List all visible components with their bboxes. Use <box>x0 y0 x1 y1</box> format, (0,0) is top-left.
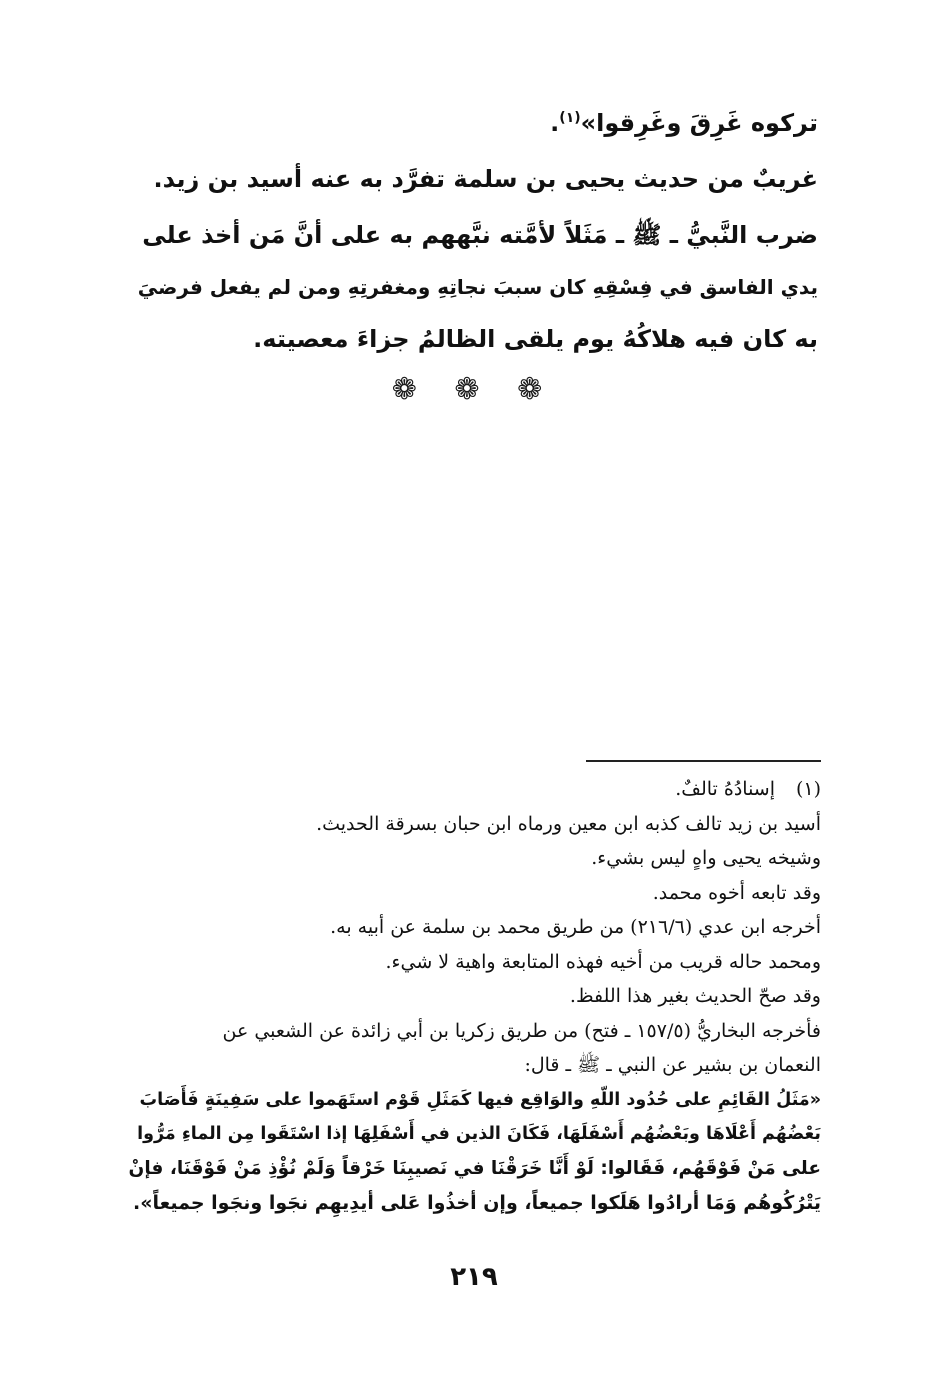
main-text-line <box>128 92 818 149</box>
footnote-reference[interactable]: (١) <box>559 110 581 126</box>
footnote-line: وشيخه يحيى واهٍ ليس بشيء. <box>591 847 821 869</box>
main-text-block <box>128 92 818 365</box>
footnote-line: أخرجه ابن عدي (٢١٦/٦) من طريق محمد بن سلمة عن أبيه به. <box>330 916 821 938</box>
hadith-line: يَتْرُكُوهُم وَمَا أرادُوا هَلَكوا جميعاً، وإن أخذُوا عَلى أيدِيهِم نجَوا ونجَوا جميعاً». <box>133 1192 821 1214</box>
footnote-line: النعمان بن بشير عن النبي ـ ﷺ ـ قال: <box>524 1054 821 1076</box>
footnote-line: ومحمد حاله قريب من أخيه فهذه المتابعة واهية لا شيء. <box>385 950 821 973</box>
hadith-line: «مَثَلُ القَائِمِ على حُدُود اللّهِ والوَاقِع فيها كَمَثَلِ قَوْم استَهَموا على سَفِينَةٍ فَأَصَابَ <box>139 1089 821 1110</box>
footnote-line: أسيد بن زيد تالف كذبه ابن معين ورماه ابن حبان بسرقة الحديث. <box>316 812 821 835</box>
hadith-line: على مَنْ فَوْقَهُم، فَقَالوا: لَوْ أَنَّا خَرَقْنَا في نَصيبِنَا خَرْقاً وَلَمْ نُؤْذِ مَنْ فَوْقَنَا، فإنْ <box>128 1157 821 1179</box>
footnotes-block <box>126 772 821 1221</box>
main-text-line: به كان فيه هلاكُهُ يوم يلقى الظالمُ جزاءَ معصيته. <box>253 325 818 353</box>
footnote-first-text: إسنادُهُ تالفٌ. <box>675 778 775 800</box>
section-divider-ornaments: ❁ ❁ ❁ <box>391 372 557 407</box>
hadith-line: بَعْضُهُم أَعْلَاهَا وبَعْضُهُم أَسْفَلَهَا، فَكَانَ الذين في أَسْفَلِهَا إذا اسْتَقَوا مِن الماءِ مَرُّوا <box>137 1124 821 1144</box>
main-text-line: يدي الفاسق في فِسْقِهِ كان سببَ نجاتِهِ ومغفرتِهِ ومن لم يفعل فرضيَ <box>137 275 818 299</box>
footnote-line: وقد تابعه أخوه محمد. <box>652 881 821 904</box>
main-text-line: ضرب النَّبيُّ ـ ﷺ ـ مَثَلاً لأمَّته نبَّههم به على أنَّ مَن أخذ على <box>142 221 818 249</box>
footnote-separator <box>586 760 821 762</box>
footnote-line <box>126 772 821 807</box>
footnote-line: وقد صحّ الحديث بغير هذا اللفظ. <box>569 985 821 1007</box>
main-text-line1-end: . <box>550 109 560 137</box>
main-text-line: غريبٌ من حديث يحيى بن سلمة تفرَّد به عنه أسيد بن زيد. <box>153 165 818 193</box>
main-text-line1: تركوه غَرِقَ وغَرِقوا» <box>580 109 818 137</box>
page-number: ٢١٩ <box>450 1262 498 1292</box>
footnote-number: (١) <box>795 778 821 800</box>
footnote-line: فأخرجه البخاريُّ (١٥٧/٥ ـ فتح) من طريق زكريا بن أبي زائدة عن الشعبي عن <box>222 1019 821 1042</box>
